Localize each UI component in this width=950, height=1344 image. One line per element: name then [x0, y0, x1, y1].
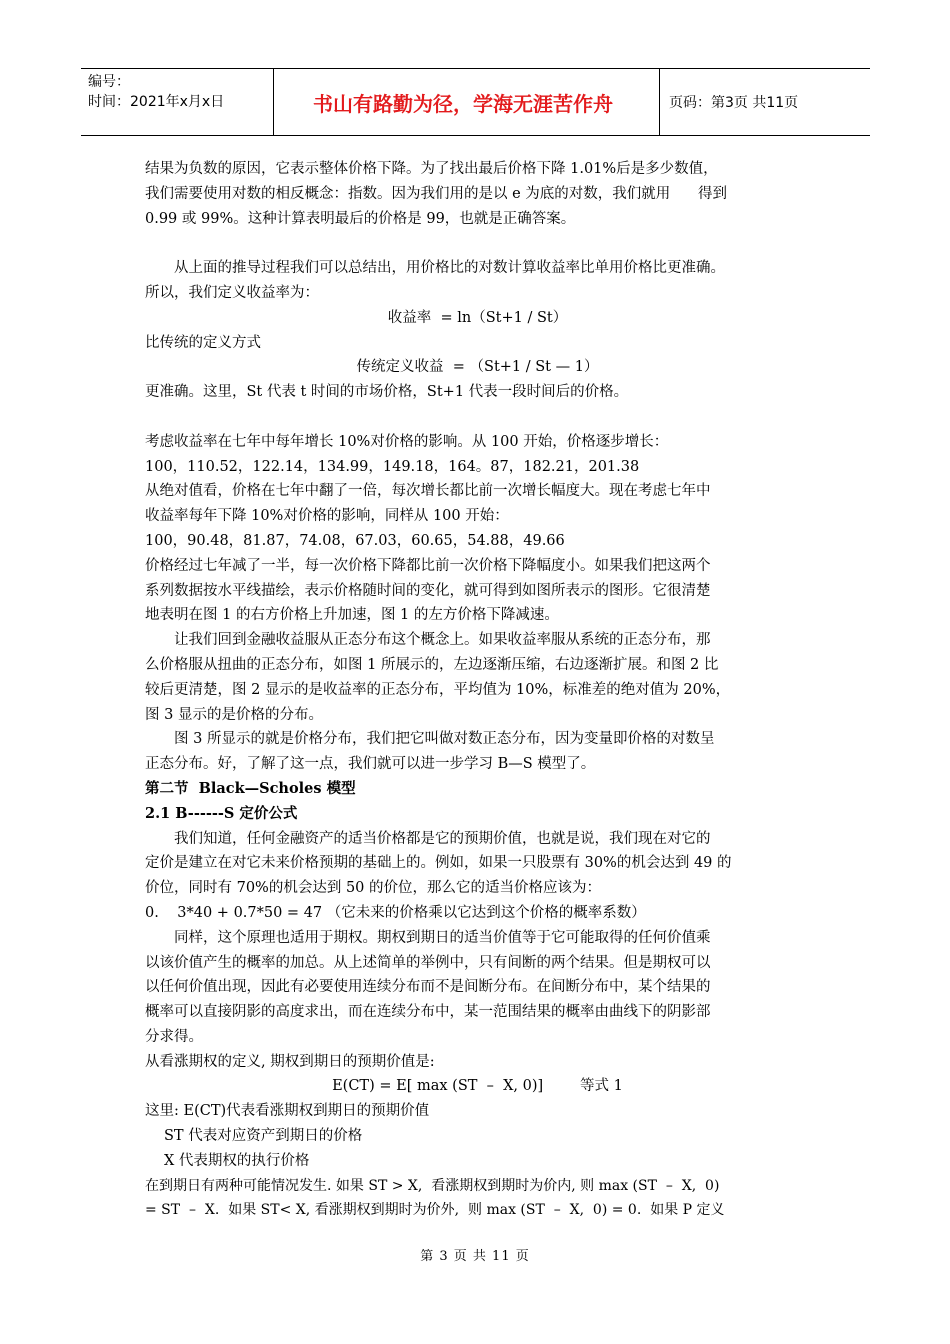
body-line: 所以，我们定义收益率为：: [145, 284, 319, 301]
formula-expected-price: 0. 3*40 + 0.7*50 = 47 （它未来的价格乘以它达到这个价格的概率系数）: [145, 904, 646, 921]
body-line: 较后更清楚，图 2 显示的是收益率的正态分布，平均值为 10%，标准差的绝对值为 20%，: [145, 681, 731, 698]
body-line: ST 代表对应资产到期日的价格: [164, 1128, 363, 1145]
document-number-label: 编号：: [88, 74, 130, 90]
body-line: 同样，这个原理也适用于期权。期权到期日的适当价值等于它可能取得的任何价值乘: [174, 929, 711, 946]
body-line: 从上面的推导过程我们可以总结出，用价格比的对数计算收益率比单用价格比更准确。: [174, 260, 725, 277]
body-line: 图 3 显示的是价格的分布。: [145, 706, 323, 723]
document-body: [145, 157, 810, 1223]
body-line: 正态分布。好，了解了这一点，我们就可以进一步学习 B—S 模型了。: [145, 756, 596, 773]
body-line: 么价格服从扭曲的正态分布，如图 1 所展示的，左边逐渐压缩，右边逐渐扩展。和图 2 比: [145, 656, 719, 673]
body-line: 让我们回到金融收益服从正态分布这个概念上。如果收益率服从系统的正态分布，那: [174, 632, 711, 649]
section-heading: 第二节 Black—Scholes 模型: [145, 779, 356, 797]
body-line: 这里: E(CT)代表看涨期权到期日的预期价值: [145, 1103, 430, 1120]
header-motto: 书山有路勤为径，学海无涯苦作舟: [313, 92, 613, 116]
body-line: 0.99 或 99%。这种计算表明最后的价格是 99，也就是正确答案。: [145, 210, 576, 227]
header-meta: [88, 72, 224, 112]
body-line: 从绝对值看，价格在七年中翻了一倍，每次增长都比前一次增长幅度大。现在考虑七年中: [145, 483, 711, 500]
number-series-up: 100，110.52，122.14，134.99，149.18，164。87，182.21，201.38: [145, 458, 640, 475]
body-line: 比传统的定义方式: [145, 334, 261, 351]
body-line: 地表明在图 1 的右方价格上升加速，图 1 的左方价格下降减速。: [145, 607, 559, 624]
header-top-rule: [81, 68, 870, 69]
body-line: 从看涨期权的定义, 期权到期日的预期价值是:: [145, 1053, 435, 1070]
blank-line: [145, 405, 810, 430]
body-line: 分求得。: [145, 1028, 203, 1045]
body-line: 考虑收益率在七年中每年增长 10%对价格的影响。从 100 开始，价格逐步增长：: [145, 433, 669, 450]
number-series-down: 100，90.48，81.87，74.08，67.03，60.65，54.88，49.66: [145, 532, 565, 549]
body-line: 价位，同时有 70%的机会达到 50 的价位，那么它的适当价格应该为：: [145, 880, 602, 897]
header-bottom-rule: [81, 135, 870, 136]
body-line: 在到期日有两种可能情况发生. 如果 ST > X, 看涨期权到期时为价内, 则 max (ST – X, 0): [145, 1177, 720, 1194]
formula-traditional: 传统定义收益 = （St+1 / St — 1）: [356, 359, 599, 376]
subsection-heading: 2.1 B------S 定价公式: [145, 804, 298, 822]
body-line: 以任何价值出现，因此有必要使用连续分布而不是间断分布。在间断分布中，某个结果的: [145, 979, 711, 996]
body-line: 更准确。这里，St 代表 t 时间的市场价格，St+1 代表一段时间后的价格。: [145, 384, 629, 401]
body-line: 我们需要使用对数的相反概念：指数。因为我们用的是以 e 为底的对数，我们就用 得到: [145, 185, 727, 202]
body-line: = ST – X. 如果 ST< X, 看涨期权到期时为价外, 则 max (ST – X, 0) = 0. 如果 P 定义: [145, 1202, 725, 1219]
header-page-number: 页码：第3页 共11页: [669, 95, 799, 111]
formula-return: 收益率 = ln（St+1 / St）: [387, 309, 568, 326]
header-divider: [659, 68, 660, 136]
body-line: 概率可以直接阴影的高度求出，而在连续分布中，某一范围结果的概率由曲线下的阴影部: [145, 1004, 711, 1021]
document-date-label: 时间：2021年x月x日: [88, 94, 225, 110]
body-line: 价格经过七年减了一半，每一次价格下降都比前一次价格下降幅度小。如果我们把这两个: [145, 557, 711, 574]
page-header: [81, 68, 870, 136]
blank-line: [145, 231, 810, 256]
body-line: 图 3 所显示的就是价格分布，我们把它叫做对数正态分布，因为变量即价格的对数呈: [174, 731, 715, 748]
body-line: 以该价值产生的概率的加总。从上述简单的举例中，只有间断的两个结果。但是期权可以: [145, 954, 711, 971]
body-line: 定价是建立在对它未来价格预期的基础上的。例如，如果一只股票有 30%的机会达到 49 的: [145, 855, 732, 872]
body-line: 收益率每年下降 10%对价格的影响，同样从 100 开始：: [145, 508, 509, 525]
equation-1: E(CT) = E[ max (ST – X, 0)] 等式 1: [332, 1078, 623, 1095]
body-line: 我们知道，任何金融资产的适当价格都是它的预期价值，也就是说，我们现在对它的: [174, 830, 711, 847]
body-line: 结果为负数的原因，它表示整体价格下降。为了找出最后价格下降 1.01%后是多少数值，: [145, 161, 718, 177]
page-footer: 第 3 页 共 11 页: [420, 1249, 530, 1264]
body-line: 系列数据按水平线描绘，表示价格随时间的变化，就可得到如图所表示的图形。它很清楚: [145, 582, 711, 599]
body-line: X 代表期权的执行价格: [164, 1152, 310, 1169]
